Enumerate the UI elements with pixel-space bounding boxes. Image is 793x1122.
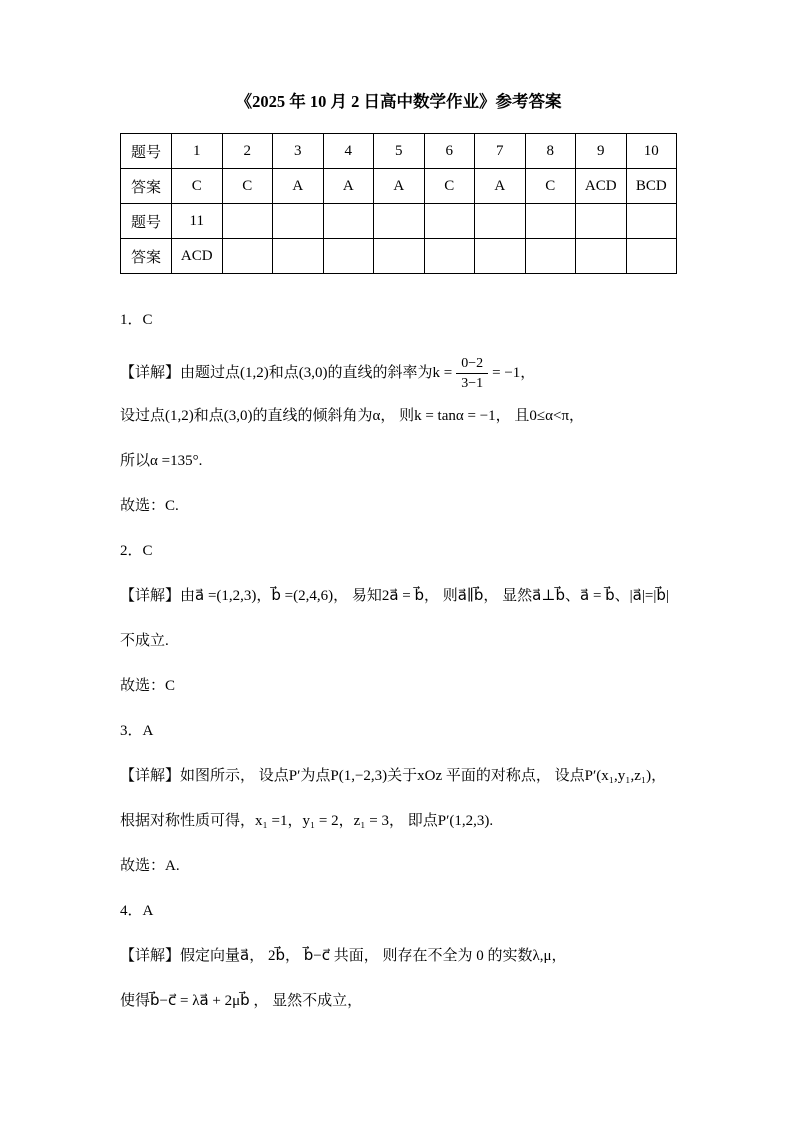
answer-cell: C: [172, 169, 223, 204]
answer-cell: A: [374, 169, 425, 204]
fraction-denominator: 3−1: [461, 376, 484, 391]
fraction: [456, 355, 488, 392]
answer-cell: 10: [626, 134, 677, 169]
answer-cell: [374, 239, 425, 274]
answer-cell: [576, 204, 627, 239]
solution-4-line2: 使得b⃗−c⃗ = λa⃗ + 2μb⃗ ， 显然不成立，: [120, 993, 363, 1009]
table-row: [121, 204, 677, 239]
answer-cell: [273, 239, 324, 274]
answer-cell: [323, 204, 374, 239]
answer-cell: [273, 204, 324, 239]
row-header: 题号: [121, 204, 172, 239]
answer-cell: C: [525, 169, 576, 204]
answer-cell: [475, 239, 526, 274]
solution-1-detail-prefix: 【详解】由题过点(1,2)和点(3,0)的直线的斜率为k =: [120, 364, 453, 381]
page-title: 《2025 年 10 月 2 日高中数学作业》参考答案: [235, 92, 562, 111]
answer-cell: 5: [374, 134, 425, 169]
answer-cell: [222, 239, 273, 274]
answer-cell: 2: [222, 134, 273, 169]
solution-3-conclusion: 故选：A.: [120, 858, 180, 874]
solution-1-detail-line: [120, 355, 740, 392]
solution-2-line1: 【详解】由a⃗ =(1,2,3)，b⃗ =(2,4,6)， 易知2a⃗ = b⃗， 则a⃗∥b⃗， 显然a⃗⊥b⃗、a⃗ = b⃗、|a⃗|=|b⃗|: [120, 588, 669, 604]
answer-table: [120, 133, 677, 274]
answer-cell: 1: [172, 134, 223, 169]
answer-cell: 7: [475, 134, 526, 169]
solution-3-line1: 【详解】如图所示， 设点P′为点P(1,−2,3)关于xOz 平面的对称点， 设点P′(x₁,y₁,z₁)，: [120, 768, 667, 784]
answer-cell: [374, 204, 425, 239]
row-header: 题号: [121, 134, 172, 169]
table-row: [121, 169, 677, 204]
solution-1-label: 1．C: [120, 312, 153, 328]
answer-cell: [424, 204, 475, 239]
answer-cell: C: [424, 169, 475, 204]
solution-1-line2: 设过点(1,2)和点(3,0)的直线的倾斜角为α， 则k = tanα = −1， 且0≤α<π，: [120, 408, 585, 424]
table-row: [121, 239, 677, 274]
answer-cell: 9: [576, 134, 627, 169]
answer-cell: 3: [273, 134, 324, 169]
solution-3-line2: 根据对称性质可得，x₁ =1，y₁ = 2，z₁ = 3， 即点P′(1,2,3).: [120, 813, 494, 829]
solution-2-line2: 不成立.: [120, 633, 169, 649]
answer-cell: 6: [424, 134, 475, 169]
answer-cell: ACD: [172, 239, 223, 274]
answer-cell: A: [475, 169, 526, 204]
table-row: [121, 134, 677, 169]
solution-3-label: 3．A: [120, 723, 154, 739]
answer-cell: 4: [323, 134, 374, 169]
answer-cell: [424, 239, 475, 274]
answer-cell: [626, 204, 677, 239]
solutions-section: [120, 310, 740, 1011]
answer-cell: 8: [525, 134, 576, 169]
answer-cell: A: [323, 169, 374, 204]
answer-cell: [525, 204, 576, 239]
solution-1-line3: 所以α =135°.: [120, 453, 203, 469]
solution-2-label: 2．C: [120, 543, 153, 559]
solution-4-line1: 【详解】假定向量a⃗， 2b⃗， b⃗−c⃗ 共面， 则存在不全为 0 的实数λ,μ，: [120, 948, 567, 964]
solution-1-detail-suffix: = −1，: [492, 364, 536, 381]
fraction-numerator: 0−2: [456, 355, 488, 374]
solution-1-conclusion: 故选：C.: [120, 498, 179, 514]
row-header: 答案: [121, 169, 172, 204]
answer-cell: A: [273, 169, 324, 204]
answer-cell: [576, 239, 627, 274]
answer-cell: 11: [172, 204, 223, 239]
row-header: 答案: [121, 239, 172, 274]
answer-cell: C: [222, 169, 273, 204]
answer-cell: [475, 204, 526, 239]
answer-cell: [222, 204, 273, 239]
answer-cell: ACD: [576, 169, 627, 204]
answer-cell: [525, 239, 576, 274]
answer-cell: [323, 239, 374, 274]
answer-cell: [626, 239, 677, 274]
answer-table-body: [121, 134, 677, 274]
solution-2-conclusion: 故选：C: [120, 678, 176, 694]
solution-4-label: 4．A: [120, 903, 154, 919]
answer-cell: BCD: [626, 169, 677, 204]
